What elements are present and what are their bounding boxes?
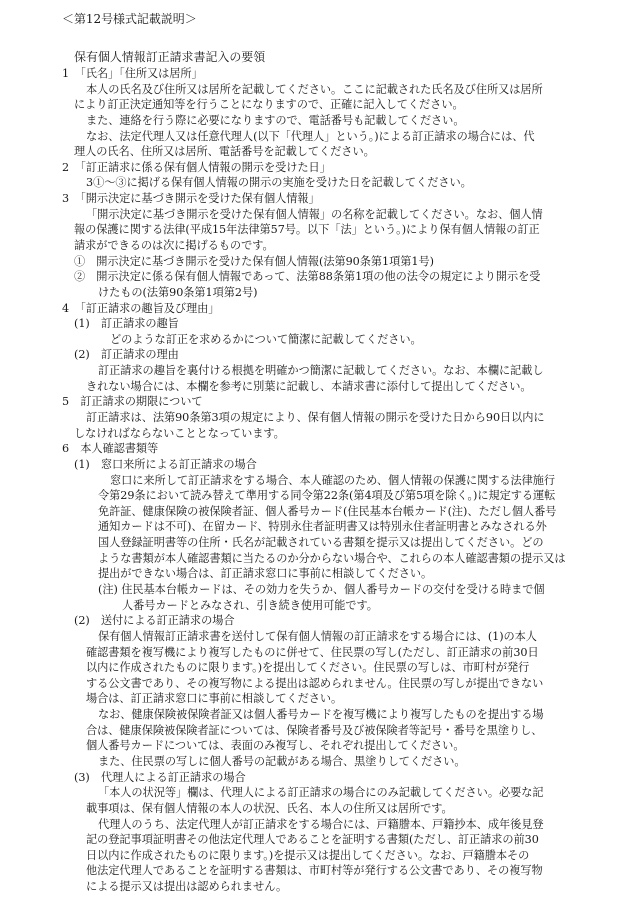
section-heading-1: 1 「氏名」「住所又は居所」 — [62, 67, 203, 80]
section-heading-4: 4 「訂正請求の趣旨及び理由」 — [62, 301, 220, 315]
list-item: ② 開示決定に係る保有個人情報であって、法第88条第1項の他の法令の規定により開示を受 — [74, 270, 541, 284]
text-line: ような書類が本人確認書類に当たるのか分からない場合や、これらの本人確認書類の提示又は — [98, 551, 566, 565]
note-line: 人番号カードとみなされ、引き続き使用可能です。 — [122, 598, 378, 612]
text-line: により訂正決定通知等を行うことになりますので、正確に記入してください。 — [74, 98, 464, 112]
subsection-heading: (1) 訂正請求の趣旨 — [74, 317, 179, 331]
section-heading-3: 3 「開示決定に基づき開示を受けた保有個人情報」 — [62, 192, 320, 206]
section-heading-5: 5 訂正請求の期限について — [62, 395, 203, 409]
text-line: 理人の氏名、住所又は居所、電話番号を記載してください。 — [74, 145, 375, 159]
text-line: 報の保護に関する法律(平成15年法律第57号。以下「法」という。)により保有個人情報の訂正 — [74, 223, 540, 237]
text-line: 代理人のうち、法定代理人が訂正請求をする場合には、戸籍謄本、戸籍抄本、成年後見登 — [98, 817, 544, 831]
text-line: 3①～③に掲げる保有個人情報の開示の実施を受けた日を記載してください。 — [86, 176, 472, 190]
note-line: (注) 住民基本台帳カードは、その効力を失うか、個人番号カードの交付を受ける時まで個 — [98, 582, 545, 596]
section-heading-6: 6 本人確認書類等 — [62, 442, 159, 456]
text-line: また、連絡を行う際に必要になりますので、電話番号も記載してください。 — [86, 113, 465, 127]
subsection-heading: (2) 訂正請求の理由 — [74, 348, 179, 362]
subsection-heading: (3) 代理人による訂正請求の場合 — [74, 770, 246, 784]
text-line: なお、健康保険被保険者証又は個人番号カードを複写機により複写したものを提出する場 — [98, 708, 544, 721]
text-line: 以内に作成されたものに限ります。)を提出してください。住民票の写しは、市町村が発行 — [86, 661, 530, 675]
text-line: 訂正請求は、法第90条第3項の規定により、保有個人情報の開示を受けた日から90日以内に — [86, 411, 545, 424]
text-line: 令第29条において読み替えて準用する同令第22条(第4項及び第5項を除く。)に規定する運転 — [98, 489, 556, 503]
list-item: ① 開示決定に基づき開示を受けた保有個人情報(法第90条第1項第1号) — [74, 254, 434, 268]
subsection-heading: (2) 送付による訂正請求の場合 — [74, 614, 235, 628]
text-line: 保有個人情報訂正請求書を送付して保有個人情報の訂正請求をする場合には、(1)の本人 — [98, 629, 537, 643]
document-header: ＜第12号様式記載説明＞ — [62, 12, 197, 26]
text-line: 訂正請求の趣旨を裏付ける根拠を明確かつ簡潔に記載してください。なお、本欄に記載し — [98, 364, 544, 378]
text-line: 通知カードは不可)、在留カード、特別永住者証明書又は特別永住者証明書とみなされる外 — [98, 520, 547, 534]
text-line: どのような訂正を求めるかについて簡潔に記載してください。 — [110, 332, 422, 346]
text-line: する公文書であり、その複写物による提出は認められません。住民票の写しが提出できない — [86, 676, 544, 690]
text-line: 記の登記事項証明書その他法定代理人であることを証明する書類(ただし、訂正請求の前30 — [86, 833, 539, 847]
text-line: きれない場合には、本欄を参考に別葉に記載し、本請求書に添付して提出してください。 — [86, 379, 532, 393]
text-line: 「開示決定に基づき開示を受けた保有個人情報」の名称を記載してください。なお、個人情 — [86, 207, 543, 221]
text-line: 個人番号カードについては、表面のみ複写し、それぞれ提出してください。 — [86, 739, 465, 753]
text-line: 請求ができるのは次に掲げるものです。 — [74, 239, 274, 252]
section-heading-2: 2 「訂正請求に係る保有個人情報の開示を受けた日」 — [62, 160, 331, 174]
document-title: 保有個人情報訂正請求書記入の要領 — [74, 50, 266, 64]
text-line: なお、法定代理人又は任意代理人(以下「代理人」という。)による訂正請求の場合には、代 — [86, 129, 535, 143]
text-line: けたもの(法第90条第1項第2号) — [98, 285, 258, 299]
subsection-heading: (1) 窓口来所による訂正請求の場合 — [74, 457, 257, 471]
text-line: 確認書類を複写機により複写したものに併せて、住民票の写し(ただし、訂正請求の前30日 — [86, 645, 539, 659]
text-line: 載事項は、保有個人情報の本人の状況、氏名、本人の住所又は居所です。 — [86, 801, 453, 815]
text-line: 国人登録証明書等の住所・氏名が記載されている書類を提示又は提出してください。どの — [98, 536, 544, 549]
text-line: 合は、健康保険被保険者証については、保険者番号及び被保険者等記号・番号を黒塗りし、 — [86, 723, 543, 737]
text-line: 「本人の状況等」欄は、代理人による訂正請求の場合にのみ記載してください。必要な記 — [98, 786, 544, 800]
text-line: 免許証、健康保険の被保険者証、個人番号カード(住民基本台帳カード(注)、ただし個人番号 — [98, 504, 557, 518]
text-line: 本人の氏名及び住所又は居所を記載してください。ここに記載された氏名及び住所又は居所 — [86, 82, 543, 96]
text-line: 場合は、訂正請求窓口に事前に相談してください。 — [86, 692, 343, 706]
text-line: また、住民票の写しに個人番号の記載がある場合、黒塗りしてください。 — [98, 754, 466, 768]
text-line: しなければならないこととなっています。 — [74, 426, 285, 440]
text-line: による提示又は提出は認められません。 — [86, 880, 288, 893]
text-line: 提出ができない場合は、訂正請求窓口に事前に相談してください。 — [98, 567, 433, 581]
text-line: 窓口に来所して訂正請求をする場合、本人確認のため、個人情報の保護に関する法律施行 — [110, 473, 556, 487]
text-line: 日以内に作成されたものに限ります。)を提示又は提出してください。なお、戸籍謄本その — [86, 848, 530, 862]
text-line: 他法定代理人であることを証明する書類は、市町村等が発行する公文書であり、その複写物 — [86, 864, 543, 878]
